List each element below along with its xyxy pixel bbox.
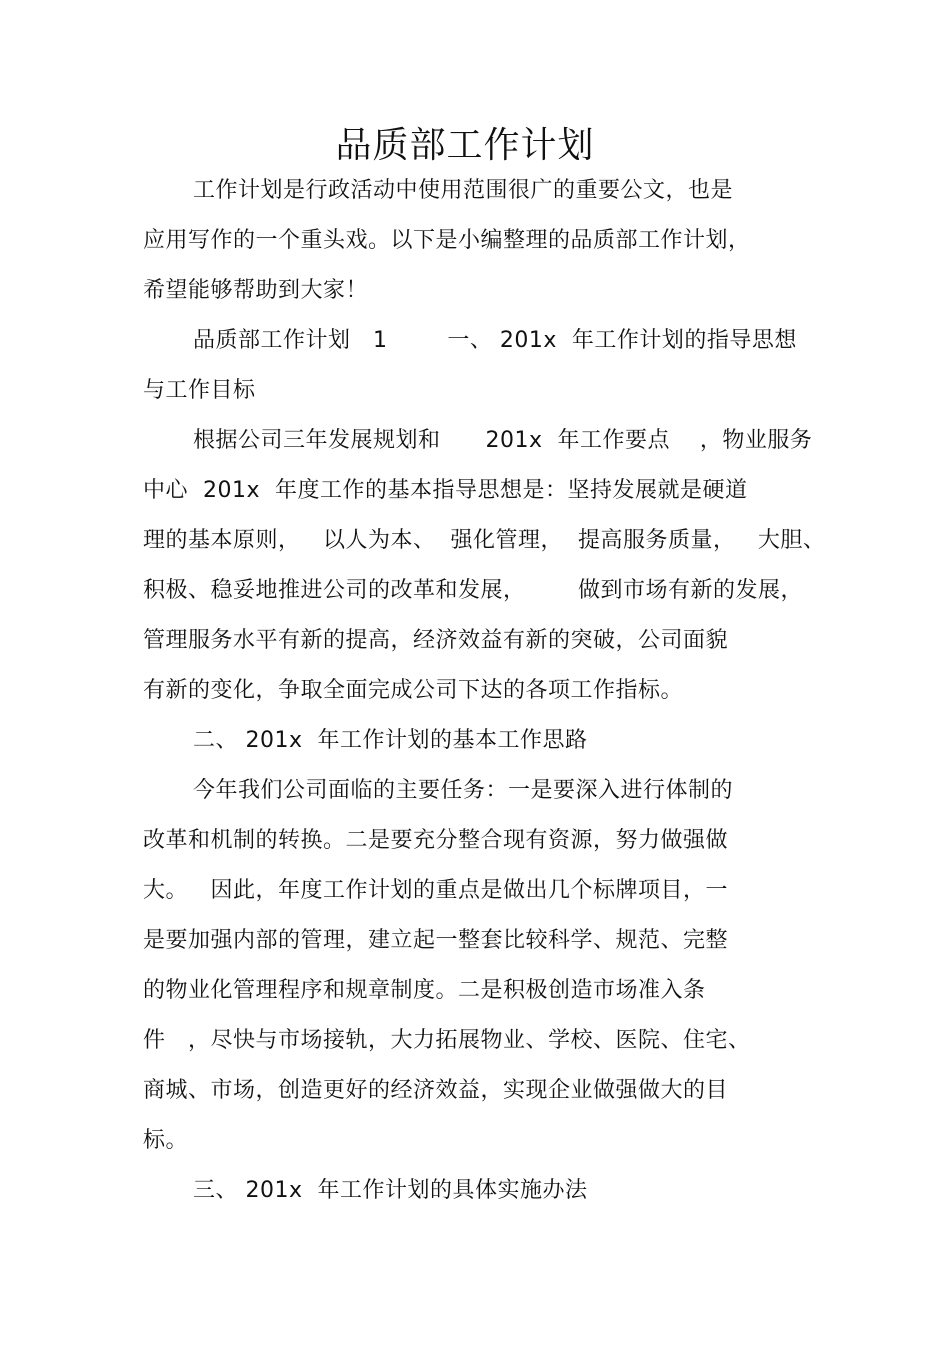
paragraph-line: 的物业化管理程序和规章制度。二是积极创造市场准入条 [143,978,706,1003]
document-title: 品质部工作计划 [335,125,595,166]
section-heading: 三、 201x 年工作计划的具体实施办法 [193,1178,588,1203]
paragraph-line: 品质部工作计划 1 一、 201x 年工作计划的指导思想 [193,328,797,353]
paragraph-line: 标。 [143,1128,189,1153]
paragraph-line: 管理服务水平有新的提高，经济效益有新的突破，公司面貌 [143,628,729,653]
paragraph-line: 应用写作的一个重头戏。以下是小编整理的品质部工作计划， [143,228,751,253]
paragraph-line: 今年我们公司面临的主要任务：一是要深入进行体制的 [193,778,734,803]
paragraph-line: 积极、稳妥地推进公司的改革和发展， 做到市场有新的发展， [143,578,803,603]
paragraph-line: 件 ，尽快与市场接轨，大力拓展物业、学校、医院、住宅、 [143,1028,751,1053]
paragraph-line: 理的基本原则， 以人为本、 强化管理， 提高服务质量， 大胆、 [143,528,826,553]
paragraph-line: 大。 因此，年度工作计划的重点是做出几个标牌项目，一 [143,878,728,903]
paragraph-line: 希望能够帮助到大家！ [143,278,369,303]
paragraph-line: 中心 201x 年度工作的基本指导思想是：坚持发展就是硬道 [143,478,748,503]
paragraph-line: 与工作目标 [143,378,256,403]
paragraph-line: 改革和机制的转换。二是要充分整合现有资源，努力做强做 [143,828,729,853]
paragraph-line: 有新的变化，争取全面完成公司下达的各项工作指标。 [143,678,684,703]
paragraph-line: 商城、市场，创造更好的经济效益，实现企业做强做大的目 [143,1078,729,1103]
paragraph-line: 根据公司三年发展规划和 201x 年工作要点 ，物业服务 [193,428,813,453]
paragraph-line: 工作计划是行政活动中使用范围很广的重要公文，也是 [193,178,734,203]
paragraph-line: 是要加强内部的管理，建立起一整套比较科学、规范、完整 [143,928,729,953]
section-heading: 二、 201x 年工作计划的基本工作思路 [193,728,588,753]
